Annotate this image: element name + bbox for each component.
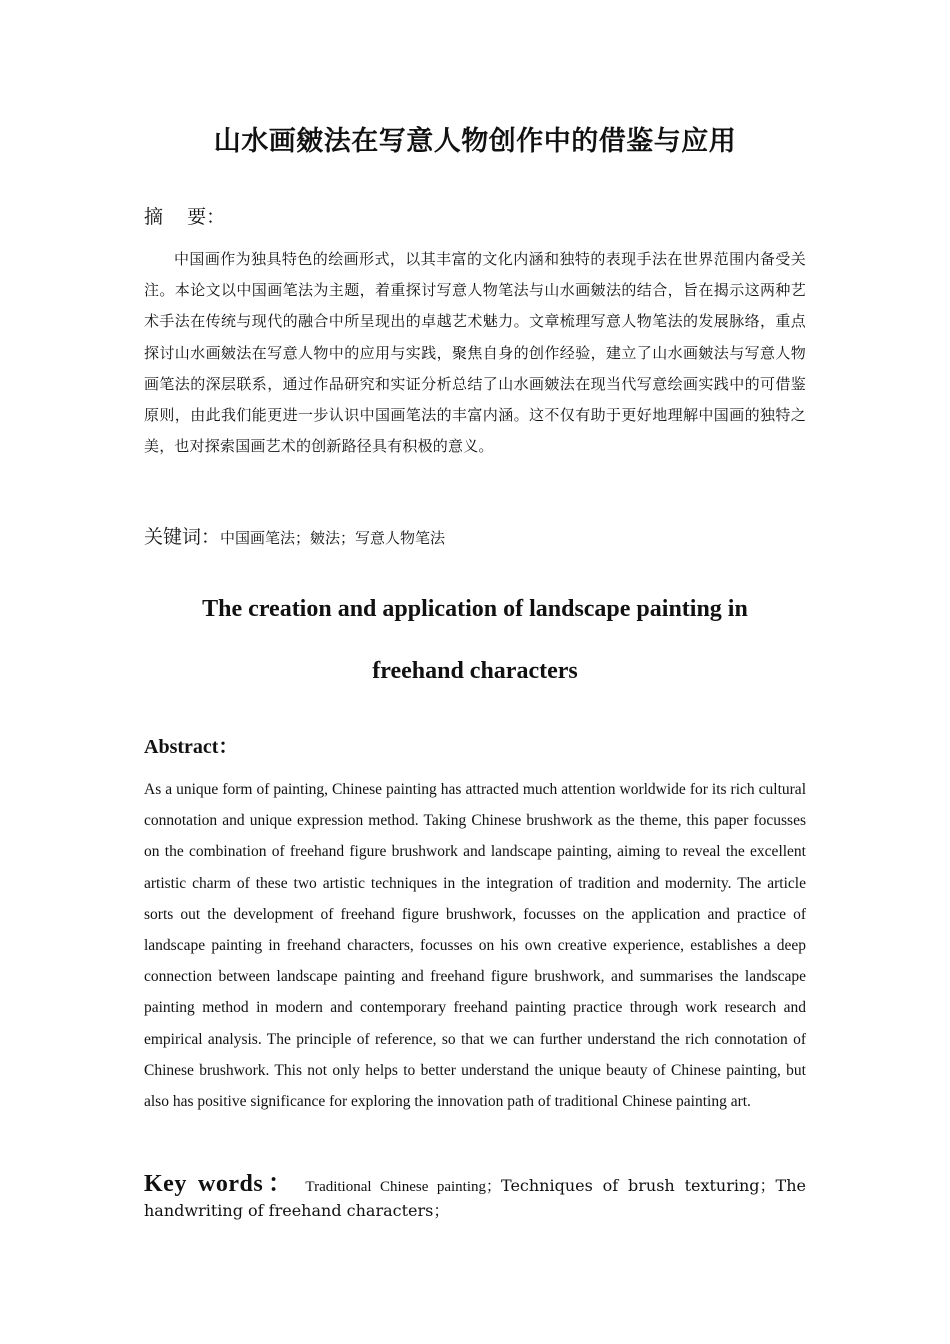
- english-keywords-label: Key words：: [144, 1171, 298, 1197]
- chinese-keywords-text: 中国画笔法；皴法；写意人物笔法: [220, 529, 446, 547]
- chinese-keywords: [144, 522, 445, 549]
- chinese-keywords-label: 关键词：: [144, 526, 221, 548]
- chinese-abstract-heading: 摘 要：: [144, 206, 226, 228]
- english-keywords: [144, 1172, 806, 1224]
- chinese-title: 山水画皴法在写意人物创作中的借鉴与应用: [213, 126, 737, 157]
- english-title: [144, 578, 806, 702]
- english-title-line1: The creation and application of landscape painting in: [202, 596, 748, 622]
- chinese-abstract-body: 中国画作为独具特色的绘画形式，以其丰富的文化内涵和独特的表现手法在世界范围内备受关注。本论文以中国画笔法为主题，着重探讨写意人物笔法与山水画皴法的结合，旨在揭示这两种艺术手法在传统与现代的融合中所呈现出的卓越艺术魅力。文章梳理写意人物笔法的发展脉络，重点探讨山水画皴法在写意人物中的应用与实践，聚焦自身的创作经验，建立了山水画皴法与写意人物画笔法的深层联系，通过作品研究和实证分析总结了山水画皴法在现当代写意绘画实践中的可借鉴原则，由此我们能更进一步认识中国画笔法的丰富内涵。这不仅有助于更好地理解中国画的独特之美，也对探索国画艺术的创新路径具有积极的意义。: [144, 250, 806, 456]
- english-keywords-part1: Traditional Chinese painting；: [297, 1179, 502, 1195]
- english-keywords-part2: Techniques of brush texturing；The handwriting of freehand characters；: [144, 1176, 806, 1220]
- english-abstract-heading: Abstract：: [144, 736, 239, 758]
- english-abstract-body: As a unique form of painting, Chinese painting has attracted much attention worldwide for its rich cultural connotation and unique expression method. Taking Chinese brushwork as the theme, this paper focusses on the combination of freehand figure brushwork and landscape painting, aiming to reveal the excellent artistic charm of these two artistic techniques in the integration of tradition and modernity. The article sorts out the development of freehand figure brushwork, focusses on the application and practice of landscape painting in freehand characters, focusses on his own creative experience, establishes a deep connection between landscape painting and freehand figure brushwork, and summarises the landscape painting method in modern and contemporary freehand painting practice through work research and empirical analysis. The principle of reference, so that we can further understand the rich connotation of Chinese brushwork. This not only helps to better understand the unique beauty of Chinese painting, but also has positive significance for exploring the innovation path of traditional Chinese painting art.: [144, 781, 806, 1111]
- english-title-line2: freehand characters: [372, 658, 578, 684]
